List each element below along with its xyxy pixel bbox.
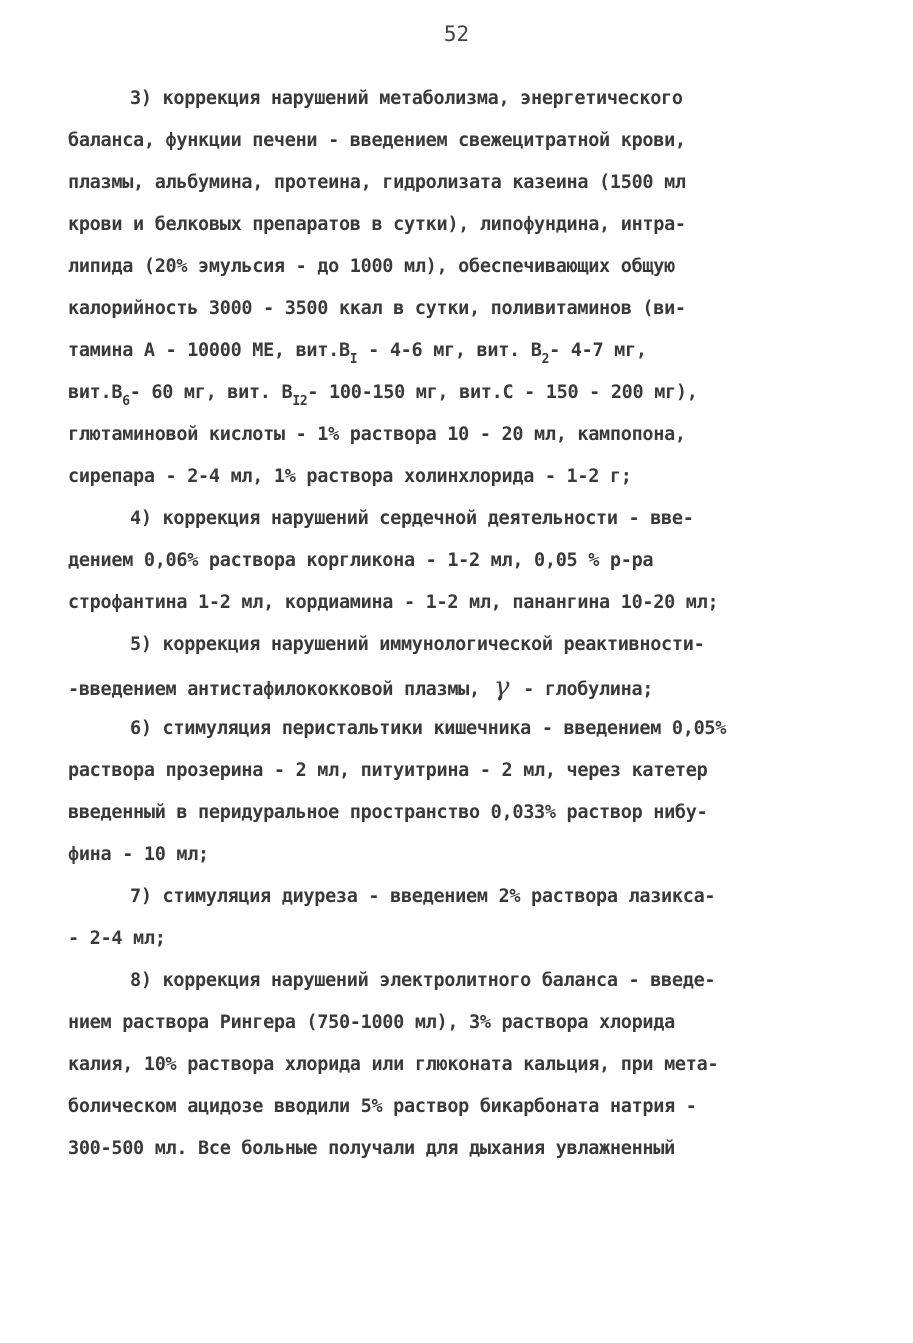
text-line: 7) стимуляция диуреза - введением 2% раствора лазикса- (130, 886, 716, 907)
text-line: плазмы, альбумина, протеина, гидролизата казеина (1500 мл (68, 172, 686, 193)
text-segment: - 4-7 мг, (549, 340, 647, 361)
subscript: I2 (292, 394, 308, 409)
text-line: глютаминовой кислоты - 1% раствора 10 - 20 мл, кампопона, (68, 424, 686, 445)
subscript: I (349, 352, 358, 367)
text-segment: - глобулина; (523, 679, 654, 700)
text-line: введенный в перидуральное пространство 0,033% раствор нибу- (68, 802, 708, 823)
text-line: дением 0,06% раствора коргликона - 1-2 мл, 0,05 % р-ра (68, 550, 654, 571)
subscript: 6 (122, 394, 130, 409)
text-line: 300-500 мл. Все больные получали для дыхания увлажненный (68, 1138, 675, 1159)
text-segment: -введением антистафилококковой плазмы, (68, 679, 480, 700)
text-segment: тамина А - 10000 МЕ, вит.В (68, 340, 350, 361)
text-line: 3) коррекция нарушений метаболизма, энергетического (130, 88, 683, 109)
text-line-with-subscripts (68, 330, 858, 372)
text-line: нием раствора Рингера (750-1000 мл), 3% раствора хлорида (68, 1012, 675, 1033)
text-line: болическом ацидозе вводили 5% раствор бикарбоната натрия - (68, 1096, 697, 1117)
text-line: строфантина 1-2 мл, кордиамина - 1-2 мл, панангина 10-20 мл; (68, 592, 719, 613)
text-line: фина - 10 мл; (68, 844, 209, 865)
text-segment: - 60 мг, вит. В (129, 382, 293, 403)
text-line: 4) коррекция нарушений сердечной деятельности - вве- (130, 508, 694, 529)
text-line-with-subscripts (68, 372, 858, 414)
text-line: липида (20% эмульсия - до 1000 мл), обеспечивающих общую (68, 256, 675, 277)
text-line: калия, 10% раствора хлорида или глюконата кальция, при мета- (68, 1054, 719, 1075)
text-segment: - 4-6 мг, вит. В (357, 340, 542, 361)
text-line: раствора прозерина - 2 мл, питуитрина - 2 мл, через катетер (68, 760, 708, 781)
text-line: сирепара - 2-4 мл, 1% раствора холинхлорида - 1-2 г; (68, 466, 632, 487)
text-line-with-handwriting (68, 666, 858, 708)
text-line: - 2-4 мл; (68, 928, 166, 949)
text-line: 8) коррекция нарушений электролитного баланса - введе- (130, 970, 716, 991)
text-line: баланса, функции печени - введением свежецитратной крови, (68, 130, 686, 151)
subscript: 2 (541, 352, 550, 367)
handwritten-gamma: γ (493, 672, 510, 702)
text-line: 6) стимуляция перистальтики кишечника - введением 0,05% (130, 718, 727, 739)
body-text (68, 78, 858, 1170)
text-line: 5) коррекция нарушений иммунологической реактивности- (130, 634, 705, 655)
page-number: 52 (443, 22, 470, 46)
text-segment: - 100-150 мг, вит.С - 150 - 200 мг), (307, 382, 698, 403)
text-segment: вит.В (68, 382, 123, 403)
text-line: калорийность 3000 - 3500 ккал в сутки, поливитаминов (ви- (68, 298, 686, 319)
text-line: крови и белковых препаратов в сутки), липофундина, интра- (68, 214, 686, 235)
